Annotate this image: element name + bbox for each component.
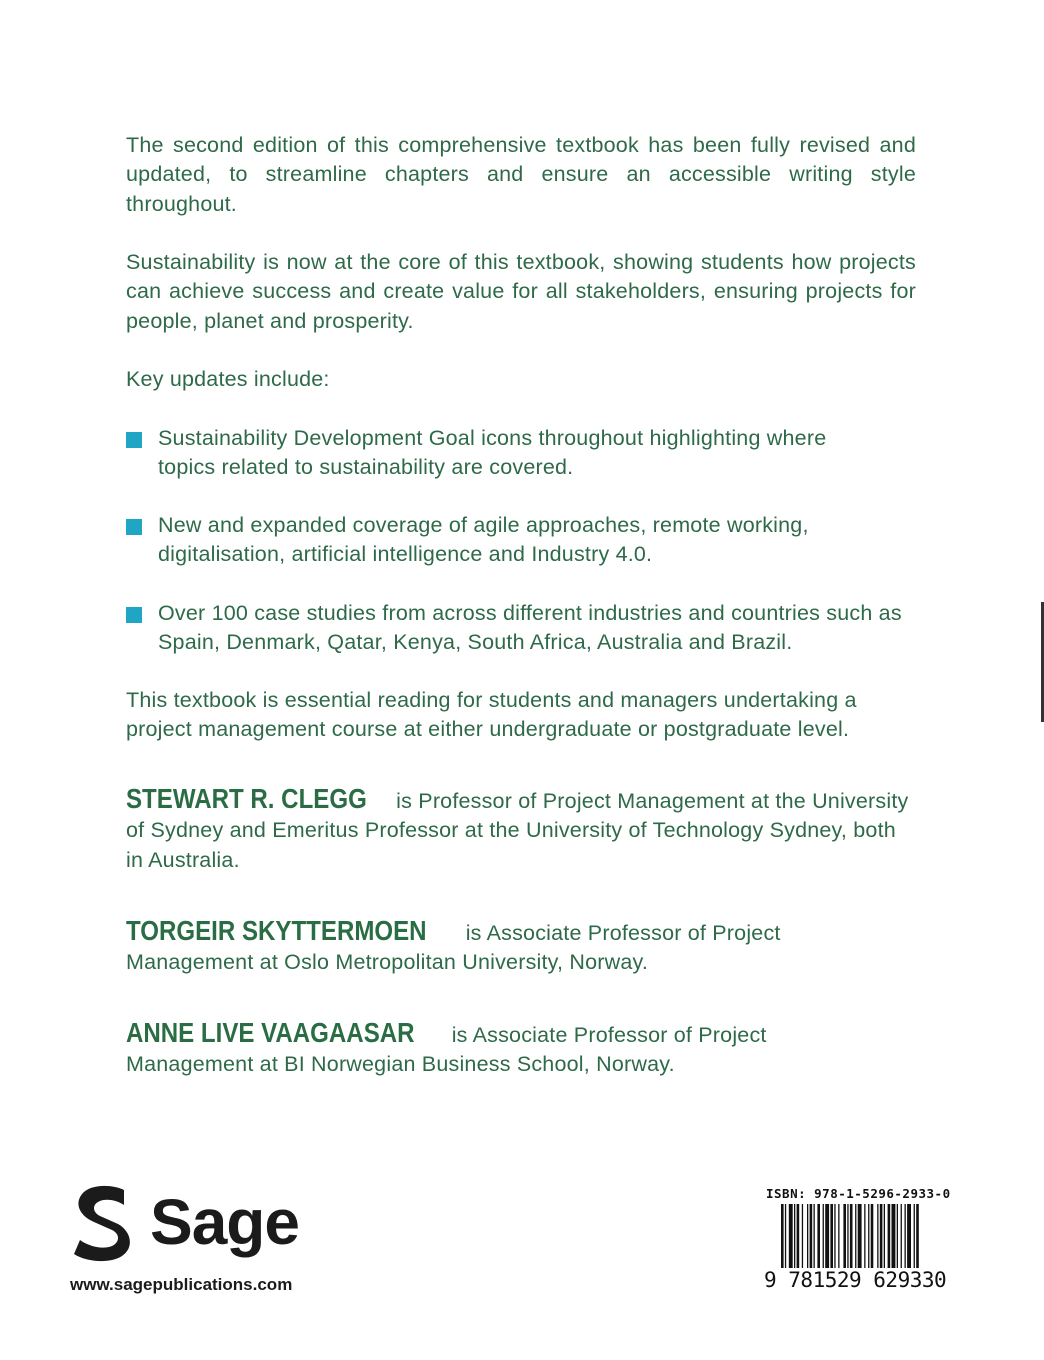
author-name: ANNE LIVE VAAGAASAR bbox=[126, 1017, 415, 1048]
author-description: is Associate Professor of Project Management at BI Norwegian Business School, Norway. bbox=[126, 1023, 767, 1077]
bullet-item bbox=[126, 599, 926, 658]
isbn-label: ISBN: 978-1-5296-2933-0 bbox=[766, 1186, 951, 1201]
author-name: TORGEIR SKYTTERMOEN bbox=[126, 915, 427, 946]
author-bio bbox=[126, 916, 906, 978]
essential-paragraph: This textbook is essential reading for students and managers undertaking a project management course at either undergraduate or postgraduate level. bbox=[126, 688, 857, 742]
square-bullet-icon bbox=[126, 432, 142, 448]
barcode-number: 9 781529 629330 bbox=[764, 1268, 947, 1292]
bullet-text: Sustainability Development Goal icons throughout highlighting where topics related to sustainability are covered. bbox=[158, 426, 827, 480]
key-updates-heading: Key updates include: bbox=[126, 367, 330, 391]
square-bullet-icon bbox=[126, 519, 142, 535]
author-bio bbox=[126, 784, 916, 875]
bullet-item bbox=[126, 511, 856, 570]
publisher-url: www.sagepublications.com bbox=[70, 1275, 293, 1294]
sage-s-icon bbox=[72, 1184, 136, 1264]
author-name: STEWART R. CLEGG bbox=[126, 783, 367, 814]
square-bullet-icon bbox=[126, 607, 142, 623]
author-bio bbox=[126, 1018, 886, 1080]
author-description: is Associate Professor of Project Management at Oslo Metropolitan University, Norway. bbox=[126, 921, 781, 975]
bullet-text: New and expanded coverage of agile approaches, remote working, digitalisation, artificial intelligence and Industry 4.0. bbox=[158, 513, 809, 567]
sustainability-paragraph: Sustainability is now at the core of this textbook, showing students how projects can achieve success and create value for all stakeholders, ensuring projects for people, planet and prosperity. bbox=[126, 250, 916, 333]
author-description: is Professor of Project Management at the University of Sydney and Emeritus Professor at the University of Technology Sydney, both in Australia. bbox=[126, 789, 909, 872]
sage-logo bbox=[72, 1184, 312, 1264]
bullet-item bbox=[126, 424, 886, 483]
sage-wordmark: Sage bbox=[150, 1186, 299, 1258]
intro-paragraph: The second edition of this comprehensive textbook has been fully revised and updated, to streamline chapters and ensure an accessible writing style throughout. bbox=[126, 133, 916, 216]
bullet-text: Over 100 case studies from across different industries and countries such as Spain, Denmark, Qatar, Kenya, South Africa, Australia and Brazil. bbox=[158, 601, 902, 655]
barcode-icon bbox=[781, 1204, 957, 1268]
